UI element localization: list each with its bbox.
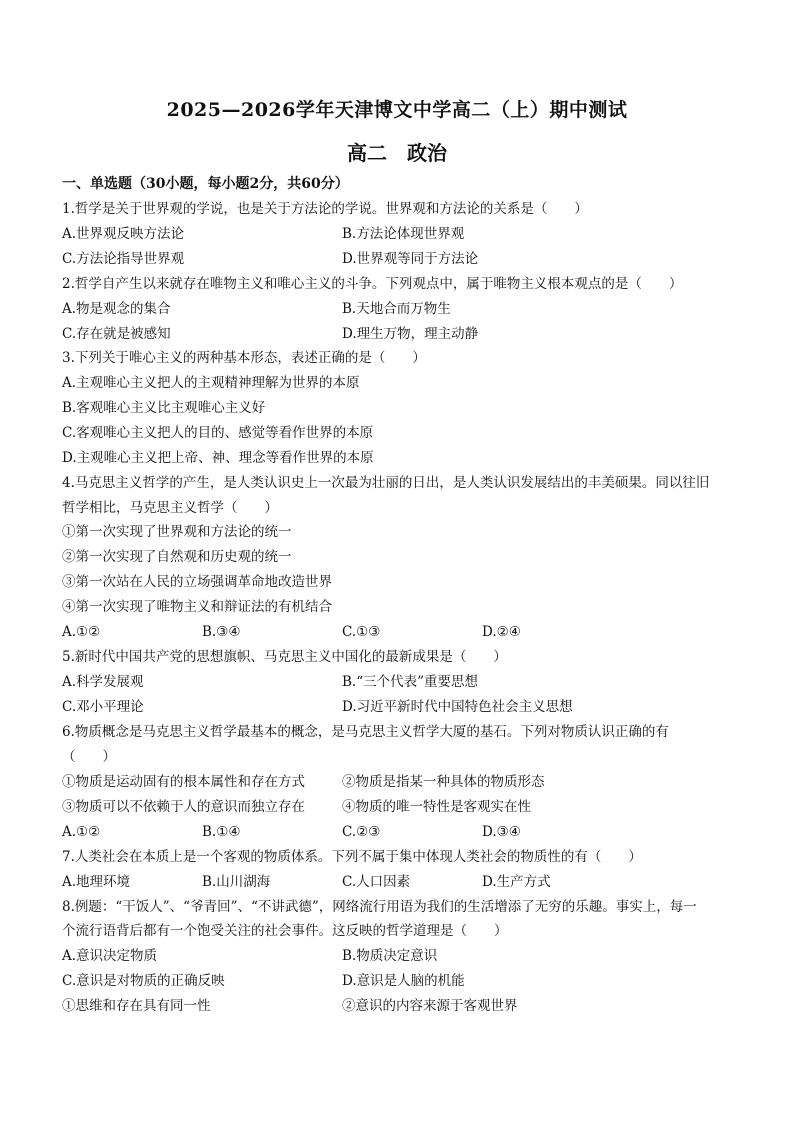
question-7-stem: 7.人类社会在本质上是一个客观的物质体系。下列不属于集中体现人类社会的物质性的有（ ） [62, 849, 642, 865]
q2-option-b: B.天地合而万物生 [342, 301, 451, 317]
q5-option-b: B.“三个代表”重要思想 [342, 674, 479, 690]
question-4-stem-line1: 4.马克思主义哲学的产生，是人类认识史上一次最为壮丽的日出，是人类认识发展结出的丰美硕果。同以往旧 [62, 475, 710, 491]
q5-option-d: D.习近平新时代中国特色社会主义思想 [342, 699, 573, 715]
q6-statement-4: ④物质的唯一特性是客观实在性 [342, 799, 531, 815]
q3-option-b: B.客观唯心主义比主观唯心主义好 [62, 400, 266, 416]
question-6-stem-line1: 6.物质概念是马克思主义哲学最基本的概念，是马克思主义哲学大厦的基石。下列对物质认识正确的有 [62, 724, 669, 740]
q1-option-b: B.方法论体现世界观 [342, 226, 465, 242]
question-2-stem: 2.哲学自产生以来就存在唯物主义和唯心主义的斗争。下列观点中，属于唯物主义根本观点的是（ ） [62, 276, 683, 292]
q3-option-d: D.主观唯心主义把上帝、神、理念等看作世界的本原 [62, 450, 374, 466]
q1-option-c: C.方法论指导世界观 [62, 251, 185, 267]
q6-statement-1: ①物质是运动固有的根本属性和存在方式 [62, 774, 305, 790]
q8-option-b: B.物质决定意识 [342, 948, 438, 964]
q8-statement-1: ①思维和存在具有同一性 [62, 998, 211, 1014]
question-8-stem-line2: 个流行语背后都有一个饱受关注的社会事件。这反映的哲学道理是（ ） [62, 923, 508, 939]
q5-option-c: C.邓小平理论 [62, 699, 144, 715]
q8-option-a: A.意识决定物质 [62, 948, 158, 964]
q8-option-d: D.意识是人脑的机能 [342, 973, 465, 989]
q7-option-d: D.生产方式 [482, 874, 551, 890]
q6-option-a: A.①② [62, 824, 101, 840]
question-3-stem: 3.下列关于唯心主义的两种基本形态，表述正确的是（ ） [62, 350, 426, 366]
q6-statement-3: ③物质可以不依赖于人的意识而独立存在 [62, 799, 305, 815]
q4-statement-3: ③第一次站在人民的立场强调革命地改造世界 [62, 574, 332, 590]
q8-statement-2: ②意识的内容来源于客观世界 [342, 998, 518, 1014]
question-6-stem-line2: （ ） [62, 749, 116, 765]
q3-option-c: C.客观唯心主义把人的目的、感觉等看作世界的本原 [62, 425, 374, 441]
q4-statement-1: ①第一次实现了世界观和方法论的统一 [62, 524, 292, 540]
q3-option-a: A.主观唯心主义把人的主观精神理解为世界的本原 [62, 375, 360, 391]
q4-option-a: A.①② [62, 624, 101, 640]
q2-option-a: A.物是观念的集合 [62, 301, 171, 317]
q6-option-d: D.③④ [482, 824, 521, 840]
q2-option-c: C.存在就是被感知 [62, 326, 171, 342]
section-heading: 一、单选题（30小题，每小题2分，共60分） [62, 176, 349, 192]
q7-option-a: A.地理环境 [62, 874, 131, 890]
q4-statement-4: ④第一次实现了唯物主义和辩证法的有机结合 [62, 599, 332, 615]
q5-option-a: A.科学发展观 [62, 674, 144, 690]
q4-statement-2: ②第一次实现了自然观和历史观的统一 [62, 549, 292, 565]
q4-option-c: C.①③ [342, 624, 381, 640]
q4-option-d: D.②④ [482, 624, 521, 640]
question-1-stem: 1.哲学是关于世界观的学说，也是关于方法论的学说。世界观和方法论的关系是（ ） [62, 201, 588, 217]
q7-option-b: B.山川湖海 [202, 874, 271, 890]
q6-option-b: B.①④ [202, 824, 241, 840]
exam-title: 2025—2026学年天津博文中学高二（上）期中测试 [166, 99, 628, 121]
q7-option-c: C.人口因素 [342, 874, 411, 890]
q1-option-d: D.世界观等同于方法论 [342, 251, 479, 267]
question-5-stem: 5.新时代中国共产党的思想旗帜、马克思主义中国化的最新成果是（ ） [62, 649, 507, 665]
q8-option-c: C.意识是对物质的正确反映 [62, 973, 225, 989]
q4-option-b: B.③④ [202, 624, 241, 640]
q2-option-d: D.理生万物，理主动静 [342, 326, 479, 342]
question-4-stem-line2: 哲学相比，马克思主义哲学（ ） [62, 500, 278, 516]
question-8-stem-line1: 8.例题：“干饭人”、“爷青回”、“不讲武德”，网络流行用语为我们的生活增添了无穷的乐趣。事实上，每一 [62, 899, 697, 915]
q6-statement-2: ②物质是指某一种具体的物质形态 [342, 774, 545, 790]
exam-subtitle: 高二 政治 [347, 141, 447, 165]
q1-option-a: A.世界观反映方法论 [62, 226, 185, 242]
q6-option-c: C.②③ [342, 824, 381, 840]
